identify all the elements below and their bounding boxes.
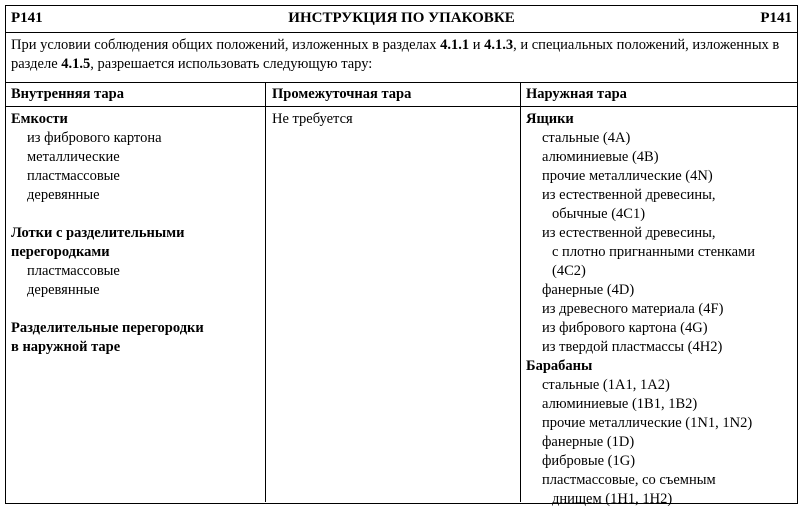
trays-title-line-2: перегородками [11, 244, 110, 260]
outer-item: алюминиевые (1B1, 1B2) [542, 396, 698, 412]
packaging-columns [6, 82, 797, 507]
intro-text-1: При условии соблюдения общих положений, изложенных в разделах [11, 37, 441, 53]
inner-item: пластмассовые [27, 168, 120, 184]
outer-item: днищем (1H1, 1H2) [552, 491, 673, 507]
outer-item: обычные (4C1) [552, 206, 646, 222]
outer-item: из фибрового картона (4G) [542, 320, 708, 336]
section-ref-4-1-3: 4.1.3 [484, 37, 514, 53]
outer-item: (4C2) [552, 263, 586, 279]
column-headers [6, 83, 797, 107]
inner-item: металлические [27, 149, 120, 165]
outer-item: пластмассовые, со съемным [542, 472, 716, 488]
outer-item: прочие металлические (1N1, 1N2) [542, 415, 753, 431]
intermediate-packaging-column [272, 110, 353, 129]
intro-text-3: , и специальных положений, изложенных в разделе [11, 37, 780, 72]
outer-item: алюминиевые (4B) [542, 149, 659, 165]
outer-item: из естественной древесины, [542, 225, 716, 241]
containers-title: Емкости [11, 111, 68, 127]
drums-title: Барабаны [526, 358, 593, 374]
outer-item: из древесного материала (4F) [542, 301, 724, 317]
outer-item: с плотно пригнанными стенками [552, 244, 755, 260]
outer-item: фанерные (4D) [542, 282, 635, 298]
outer-item: фанерные (1D) [542, 434, 635, 450]
outer-item: прочие металлические (4N) [542, 168, 713, 184]
column-divider-2 [520, 83, 521, 502]
partitions-title-line-1: Разделительные перегородки [11, 320, 204, 336]
instruction-code-right: P141 [760, 10, 792, 26]
outer-item: стальные (1A1, 1A2) [542, 377, 670, 393]
section-ref-4-1-5: 4.1.5 [61, 55, 91, 72]
outer-item: фибровые (1G) [542, 453, 636, 469]
outer-item: из естественной древесины, [542, 187, 716, 203]
partitions-title-line-2: в наружной таре [11, 339, 121, 355]
instruction-title: ИНСТРУКЦИЯ ПО УПАКОВКЕ [288, 10, 515, 26]
inner-packaging-header: Внутренняя тара [11, 86, 124, 102]
column-divider-1 [265, 83, 266, 502]
outer-packaging-column [526, 110, 755, 509]
instruction-code-left: P141 [11, 10, 43, 26]
intermediate-packaging-header: Промежуточная тара [272, 86, 412, 102]
intro-paragraph [11, 36, 791, 73]
intermediate-not-required: Не требуется [272, 111, 353, 127]
outer-item: стальные (4A) [542, 130, 631, 146]
inner-item: деревянные [27, 187, 100, 203]
intro-text-2: и [469, 37, 485, 53]
outer-packaging-header: Наружная тара [526, 86, 627, 102]
packing-instruction-table [5, 5, 798, 507]
intro-text-4: , разрешается использовать следующую тару: [90, 55, 373, 72]
inner-item: деревянные [27, 282, 100, 298]
inner-item: пластмассовые [27, 263, 120, 279]
outer-item: из твердой пластмассы (4H2) [542, 339, 723, 355]
instruction-header [6, 6, 797, 33]
section-ref-4-1-1: 4.1.1 [440, 37, 470, 53]
inner-item: из фибрового картона [27, 130, 162, 146]
inner-packaging-column [11, 110, 204, 357]
trays-title-line-1: Лотки с разделительными [11, 225, 185, 241]
boxes-title: Ящики [526, 111, 574, 127]
